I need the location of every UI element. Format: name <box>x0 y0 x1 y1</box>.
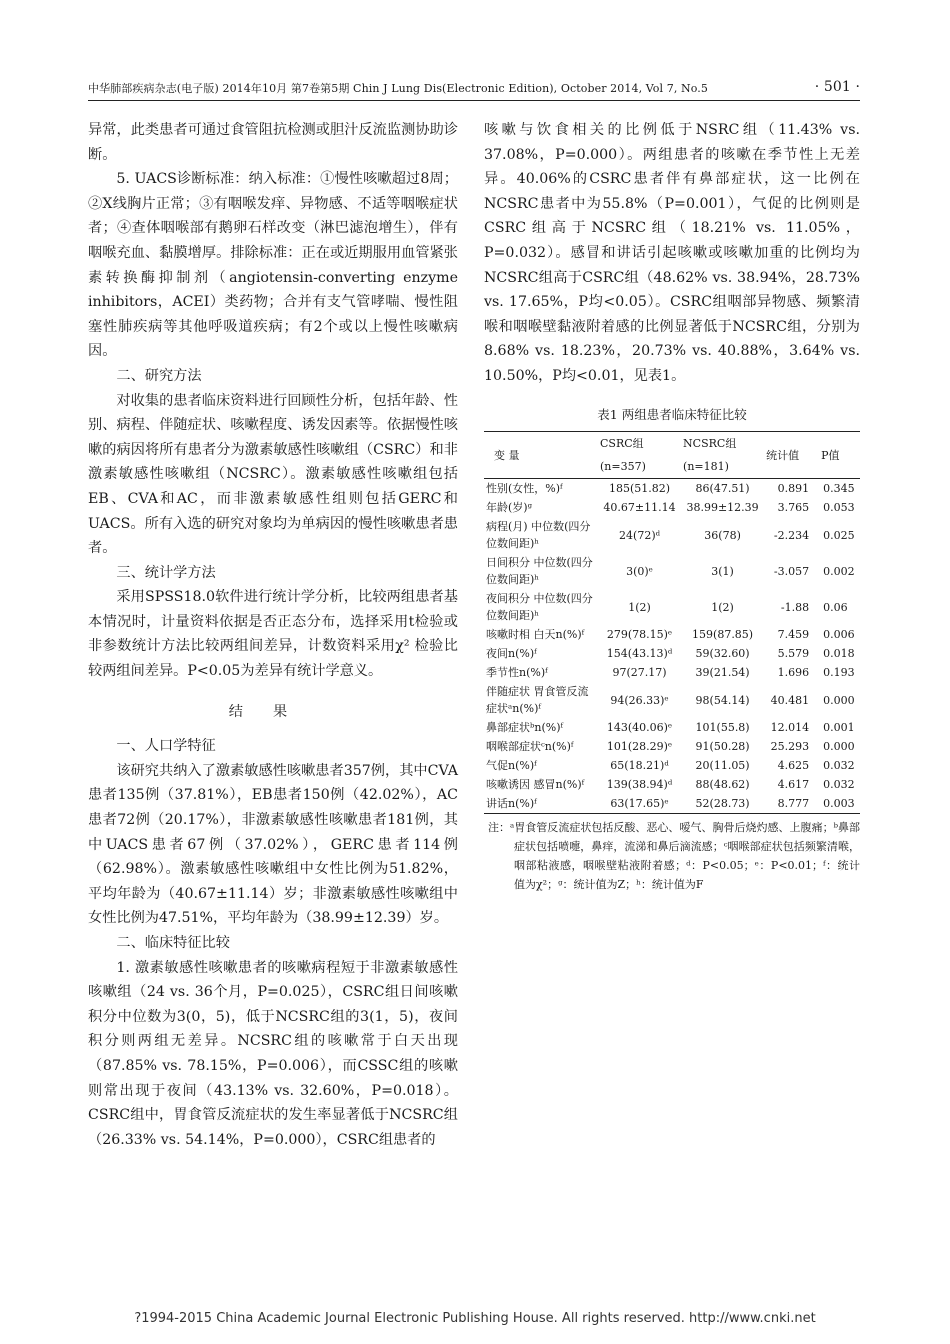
table-row <box>484 517 860 553</box>
table-caption: 表1 两组患者临床特征比较 <box>597 406 747 422</box>
variable-cell: 咳嗽时相 白天n(%)ᶠ <box>486 628 585 642</box>
p-cell: 0.000 <box>823 740 855 754</box>
ncsrc-cell: 38.99±12.39 <box>686 501 759 515</box>
ncsrc-cell: 3(1) <box>711 564 734 578</box>
csrc-cell: 65(18.21)ᵈ <box>610 759 669 773</box>
table-row <box>484 644 860 663</box>
stat-cell: 12.014 <box>770 721 810 735</box>
right-column <box>484 118 860 894</box>
stat-cell: 5.579 <box>777 647 810 661</box>
ncsrc-cell: 159(87.85) <box>692 628 754 642</box>
paragraph: 该研究共纳入了激素敏感性咳嗽患者357例，其中CVA患者135例（37.81%），EB患者150例（42.02%），AC患者72例（20.17%），非激素敏感性咳嗽患者181例，其中UACS患者67例（37.02%），GERC患者114例（62.98%）。激素敏感性咳嗽组中女性比例为51.82%，平均年龄为（40.67±11.14）岁；非激素敏感性咳嗽组中女性比例为47.51%，平均年龄为（38.99±12.39）岁。 <box>88 762 458 927</box>
stat-cell: 8.777 <box>764 794 819 814</box>
p-cell: 0.053 <box>823 501 855 515</box>
variable-cell: 夜间n(%)ᶠ <box>486 647 537 661</box>
left-column <box>88 118 458 1152</box>
results-title: 结果 <box>228 703 318 720</box>
table-row <box>484 718 860 737</box>
copyright-footer: ?1994-2015 China Academic Journal Electronic Publishing House. All rights reserved. http://www.cnki.net <box>134 1311 816 1326</box>
table-row <box>484 775 860 794</box>
table-note: 注：ᵃ胃食管反流症状包括反酸、恶心、嗳气、胸骨后烧灼感、上腹痛；ᵇ鼻部症状包括喷嚏，鼻痒，流涕和鼻后滴流感；ᶜ咽喉部症状包括频繁清喉，咽部粘液感，咽喉壁粘液附着感；ᵈ：P<0.05；ᵉ：P<0.01；ᶠ：统计值为χ²；ᵍ：统计值为Z；ʰ：统计值为F <box>488 821 860 892</box>
variable-cell: 性别(女性，%)ᶠ <box>486 482 563 496</box>
variable-cell: 气促n(%)ᶠ <box>486 759 537 773</box>
stat-cell: 1.696 <box>777 666 810 680</box>
variable-cell: 年龄(岁)ᵍ <box>486 501 532 515</box>
stat-cell: 4.625 <box>777 759 810 773</box>
stat-cell: 40.481 <box>770 693 810 707</box>
paragraph: 1. 激素敏感性咳嗽患者的咳嗽病程短于非激素敏感性咳嗽组（24 vs. 36个月，P=0.025），CSRC组日间咳嗽积分中位数为3(0，5)，低于NCSRC组的3(1，5)，夜间积分则两组无差异。NCSRC组的咳嗽常于白天出现（87.85% vs. 78.15%，P=0.006），而CSSC组的咳嗽则常出现于夜间（43.13% vs. 32.60%，P=0.018）。CSRC组中，胃食管反流症状的发生率显著低于NCSRC组（26.33% vs. 54.14%，P=0.000），CSRC组患者的 <box>88 959 458 1148</box>
stat-cell: 25.293 <box>770 740 810 754</box>
variable-cell: 讲话n(%)ᶠ <box>484 794 598 814</box>
table-row <box>484 479 860 499</box>
paragraph: 异常，此类患者可通过食管阻抗检测或胆汁反流监测协助诊断。 <box>88 122 458 163</box>
ncsrc-cell: 98(54.14) <box>695 693 750 707</box>
csrc-cell: 101(28.29)ᵉ <box>606 740 673 754</box>
variable-cell: 伴随症状 胃食管反流症状ᵃn(%)ᶠ <box>486 685 589 716</box>
p-cell: 0.025 <box>823 528 855 542</box>
p-cell: 0.018 <box>823 647 855 661</box>
ncsrc-cell: 36(78) <box>704 528 741 542</box>
ncsrc-cell: 59(32.60) <box>695 647 750 661</box>
csrc-cell: 3(0)ᵉ <box>626 564 653 578</box>
ncsrc-cell: 20(11.05) <box>695 759 750 773</box>
journal-info: 中华肺部疾病杂志(电子版) 2014年10月 第7卷第5期 Chin J Lung Dis(Electronic Edition), October 2014, Vol 7, No.5 <box>88 82 708 95</box>
p-cell: 0.000 <box>823 693 855 707</box>
csrc-cell: 139(38.94)ᵈ <box>606 778 673 792</box>
ncsrc-cell: 1(2) <box>711 600 734 614</box>
csrc-cell: 154(43.13)ᵈ <box>606 647 673 661</box>
table-row <box>484 682 860 718</box>
clinical-table <box>484 431 860 814</box>
csrc-cell: 97(27.17) <box>612 666 667 680</box>
p-cell: 0.001 <box>823 721 855 735</box>
col-header-csrc-n: (n=357) <box>598 455 681 479</box>
csrc-cell: 24(72)ᵈ <box>619 528 661 542</box>
variable-cell: 季节性n(%)ᶠ <box>486 666 548 680</box>
p-cell: 0.002 <box>823 564 855 578</box>
variable-cell: 病程(月) 中位数(四分位数间距)ʰ <box>486 520 591 551</box>
variable-cell: 鼻部症状ᵇn(%)ᶠ <box>486 721 563 735</box>
section-heading: 三、统计学方法 <box>116 564 216 581</box>
table-row <box>484 794 860 814</box>
section-heading: 一、人口学特征 <box>116 738 216 755</box>
table-row <box>484 756 860 775</box>
paragraph: 5. UACS诊断标准：纳入标准：①慢性咳嗽超过8周；②X线胸片正常；③有咽喉发痒、异物感、不适等咽喉症状者；④查体咽喉部有鹅卵石样改变（淋巴滤泡增生），伴有咽喉充血、黏膜增厚。排除标准：正在或近期服用血管紧张素转换酶抑制剂（angiotensin-converting enzyme inhibitors，ACEI）类药物；合并有支气管哮喘、慢性阻塞性肺疾病等其他呼吸道疾病；有2个或以上慢性咳嗽病因。 <box>88 171 458 360</box>
ncsrc-cell: 101(55.8) <box>695 721 750 735</box>
paragraph: 采用SPSS18.0软件进行统计学分析，比较两组患者基本情况时，计量资料依据是否正态分布，选择采用t检验或非参数统计方法比较两组间差异，计数资料采用χ² 检验比较两组间差异。P<0.05为差异有统计学意义。 <box>88 589 458 680</box>
ncsrc-cell: 91(50.28) <box>695 740 750 754</box>
col-header-variable: 变 量 <box>484 432 598 479</box>
stat-cell: -3.057 <box>773 564 810 578</box>
csrc-cell: 143(40.06)ᵉ <box>606 721 673 735</box>
p-cell: 0.032 <box>823 778 855 792</box>
p-cell: 0.003 <box>819 794 860 814</box>
col-header-stat: 统计值 <box>764 432 819 479</box>
stat-cell: -2.234 <box>773 528 810 542</box>
csrc-cell: 94(26.33)ᵉ <box>610 693 669 707</box>
paragraph: 咳嗽与饮食相关的比例低于NSRC组（11.43% vs. 37.08%，P=0.000）。两组患者的咳嗽在季节性上无差异。40.06%的CSRC患者伴有鼻部症状，这一比例在NCSRC患者中为55.8%（P=0.001），气促的比例则是CSRC组高于NCSRC组（18.21% vs. 11.05%，P=0.032）。感冒和讲话引起咳嗽或咳嗽加重的比例均为NCSRC组高于CSRC组（48.62% vs. 38.94%，28.73% vs. 17.65%，P均<0.05）。CSRC组咽部异物感、频繁清喉和咽喉壁黏液附着感的比例显著低于NCSRC组，分别为8.68% vs. 18.23%，20.73% vs. 40.88%，3.64% vs. 10.50%，P均<0.01，见表1。 <box>484 122 860 384</box>
table-row <box>484 498 860 517</box>
p-cell: 0.032 <box>823 759 855 773</box>
stat-cell: 3.765 <box>777 501 810 515</box>
p-cell: 0.193 <box>823 666 855 680</box>
table-row <box>484 553 860 589</box>
section-heading: 二、临床特征比较 <box>116 935 230 951</box>
stat-cell: 7.459 <box>777 628 810 642</box>
header-rule <box>88 100 860 101</box>
ncsrc-cell: 39(21.54) <box>695 666 750 680</box>
table-row <box>484 625 860 644</box>
col-header-p: P值 <box>819 432 860 479</box>
p-cell: 0.345 <box>823 482 855 496</box>
csrc-cell: 279(78.15)ᵉ <box>606 628 673 642</box>
col-header-ncsrc: NCSRC组 <box>681 432 764 456</box>
section-heading: 二、研究方法 <box>116 367 202 384</box>
stat-cell: 0.891 <box>777 482 810 496</box>
col-header-ncsrc-n: (n=181) <box>681 455 764 479</box>
p-cell: 0.06 <box>823 600 848 614</box>
csrc-cell: 40.67±11.14 <box>603 501 676 515</box>
variable-cell: 夜间积分 中位数(四分位数间距)ʰ <box>486 592 593 623</box>
ncsrc-cell: 88(48.62) <box>695 778 750 792</box>
paragraph: 对收集的患者临床资料进行回顾性分析，包括年龄、性别、病程、伴随症状、咳嗽程度、诱发因素等。依据慢性咳嗽的病因将所有患者分为激素敏感性咳嗽组（CSRC）和非激素敏感性咳嗽组（NCSRC）。激素敏感性咳嗽组包括EB、CVA和AC，而非激素敏感性组则包括GERC和UACS。所有入选的研究对象均为单病因的慢性咳嗽患者患者。 <box>88 392 458 557</box>
stat-cell: -1.88 <box>780 600 810 614</box>
page-number: · 501 · <box>814 79 860 95</box>
col-header-csrc: CSRC组 <box>598 432 681 456</box>
stat-cell: 4.617 <box>777 778 810 792</box>
csrc-cell: 185(51.82) <box>608 482 671 496</box>
csrc-cell: 63(17.65)ᵉ <box>598 794 681 814</box>
p-cell: 0.006 <box>823 628 855 642</box>
ncsrc-cell: 86(47.51) <box>695 482 750 496</box>
table-row <box>484 589 860 625</box>
ncsrc-cell: 52(28.73) <box>681 794 764 814</box>
running-header <box>88 80 860 96</box>
variable-cell: 咳嗽诱因 感冒n(%)ᶠ <box>486 778 585 792</box>
table-row <box>484 663 860 682</box>
csrc-cell: 1(2) <box>628 600 651 614</box>
variable-cell: 日间积分 中位数(四分位数间距)ʰ <box>486 556 593 587</box>
table-row <box>484 737 860 756</box>
variable-cell: 咽喉部症状ᶜn(%)ᶠ <box>486 740 574 754</box>
